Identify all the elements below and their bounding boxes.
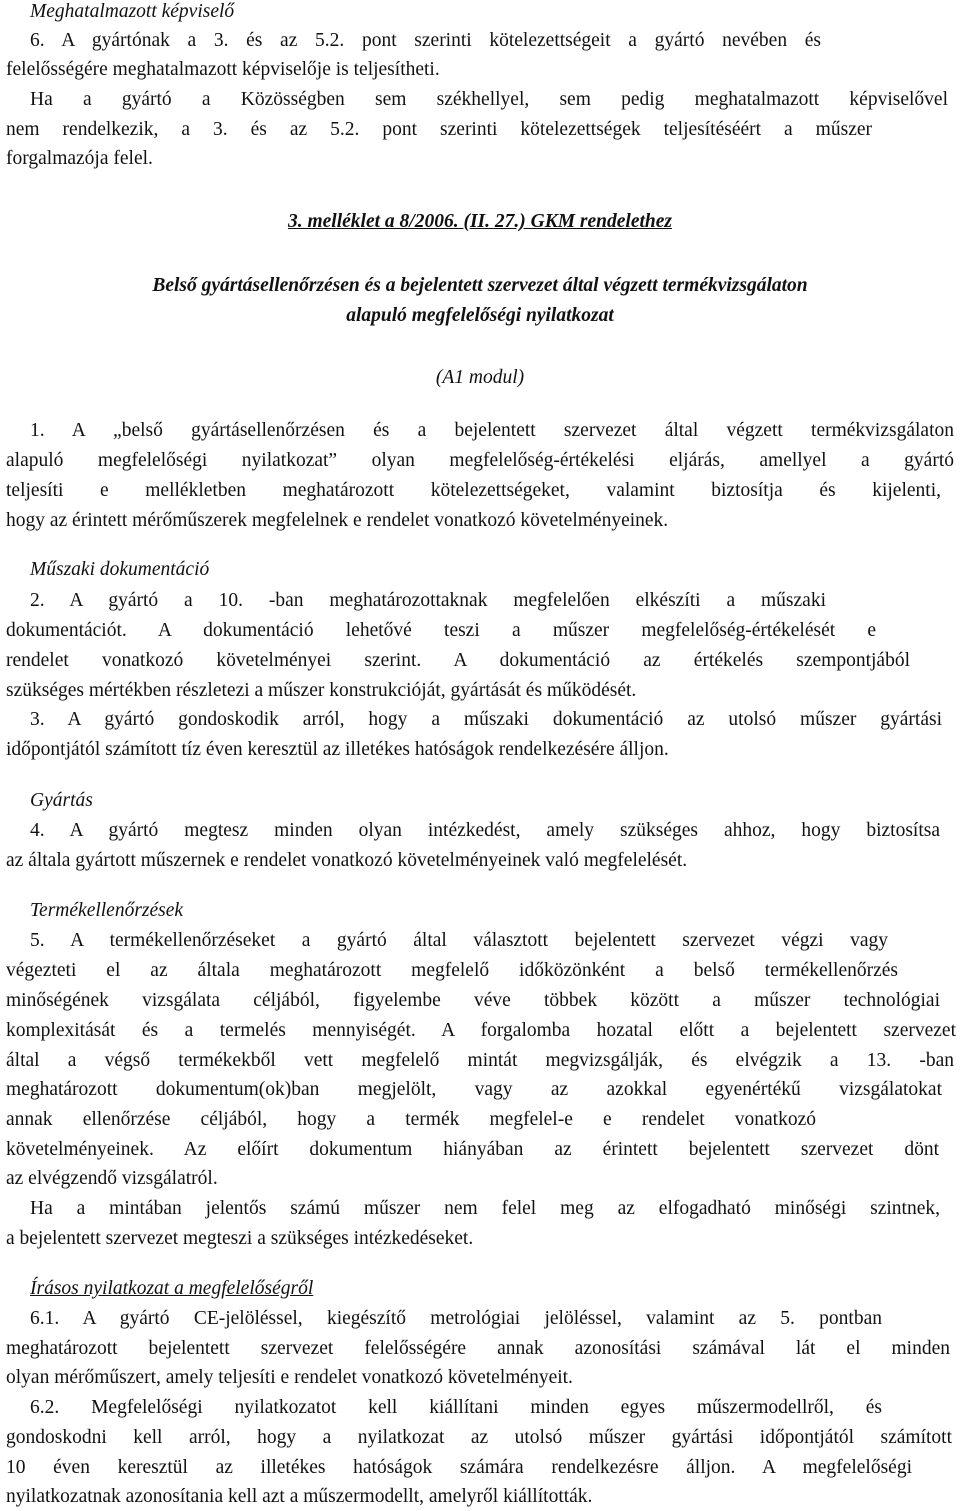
paragraph-line: Ha a gyártó a Közösségben sem székhellyel, sem pedig meghatalmazott képviselővel: [30, 89, 948, 110]
paragraph-line: Ha a mintában jelentős számú műszer nem felel meg az elfogadható minőségi szintnek,: [30, 1198, 940, 1219]
paragraph-line: az elvégzendő vizsgálatról.: [6, 1168, 218, 1189]
paragraph-line: meghatározott dokumentum(ok)ban megjelölt, vagy az azokkal egyenértékű vizsgálatokat: [6, 1079, 942, 1100]
paragraph-line: gondoskodni kell arról, hogy a nyilatkozat az utolsó műszer gyártási időpontjától számított: [6, 1427, 952, 1448]
paragraph-line: 6.2. Megfelelőségi nyilatkozatot kell kiállítani minden egyes műszermodellről, és: [30, 1397, 882, 1418]
paragraph-line: által a végső termékekből vett megfelelő mintát megvizsgálják, és elvégzik a 13. -ban: [6, 1050, 954, 1071]
document-title-line: alapuló megfelelőségi nyilatkozat: [346, 305, 614, 326]
paragraph-line: teljesíti e mellékletben meghatározott kötelezettségeket, valamint biztosítja és kijelenti,: [6, 480, 941, 501]
paragraph-line: 10 éven keresztül az illetékes hatóságok számára rendelkezésre álljon. A megfelelőségi: [6, 1457, 912, 1478]
document-title-line: Belső gyártásellenőrzésen és a bejelentett szervezet által végzett termékvizsgálaton: [152, 275, 808, 296]
paragraph-line: 5. A termékellenőrzéseket a gyártó által választott bejelentett szervezet végzi vagy: [30, 930, 888, 951]
paragraph-line: követelményeinek. Az előírt dokumentum hiányában az érintett bejelentett szervezet dönt: [6, 1139, 939, 1160]
section-heading-production: Gyártás: [30, 790, 93, 811]
annex-title: 3. melléklet a 8/2006. (II. 27.) GKM rendelethez: [287, 211, 672, 232]
paragraph-line: végezteti el az általa meghatározott megfelelő időközönként a belső termékellenőrzés: [6, 960, 898, 981]
paragraph-line: 2. A gyártó a 10. -ban meghatározottaknak megfelelően elkészíti a műszaki: [30, 590, 826, 611]
paragraph-line: 3. A gyártó gondoskodik arról, hogy a műszaki dokumentáció az utolsó műszer gyártási: [30, 709, 942, 730]
paragraph-line: 6.1. A gyártó CE-jelöléssel, kiegészítő metrológiai jelöléssel, valamint az 5. pontban: [30, 1308, 882, 1329]
paragraph-line: 1. A „belső gyártásellenőrzésen és a bejelentett szervezet által végzett termékvizsgálaton: [30, 420, 954, 441]
section-heading-technical-documentation: Műszaki dokumentáció: [30, 559, 210, 580]
paragraph-line: minőségének vizsgálata céljából, figyelembe véve többek között a műszer technológiai: [6, 990, 940, 1011]
section-heading-product-checks: Termékellenőrzések: [30, 900, 184, 921]
paragraph-line: alapuló megfelelőségi nyilatkozat” olyan megfelelőség-értékelési eljárás, amellyel a gyártó: [6, 450, 954, 471]
paragraph-line: nem rendelkezik, a 3. és az 5.2. pont szerinti kötelezettségek teljesítéséért a műszer: [6, 119, 872, 140]
paragraph-line: komplexitását és a termelés mennyiségét. A forgalomba hozatal előtt a bejelentett szervezet: [6, 1020, 956, 1041]
paragraph-line: szükséges mértékben részletezi a műszer konstrukcióját, gyártását és működését.: [6, 680, 637, 701]
paragraph-line: hogy az érintett mérőműszerek megfelelnek e rendelet vonatkozó követelményeinek.: [6, 510, 669, 531]
paragraph-line: meghatározott bejelentett szervezet felelősségére annak azonosítási számával lát el minden: [6, 1338, 950, 1359]
paragraph-line: nyilatkozatnak azonosítania kell azt a műszermodellt, amelyről kiállították.: [6, 1486, 593, 1507]
paragraph-line: az általa gyártott műszernek e rendelet vonatkozó követelményeinek való megfelelését.: [6, 850, 688, 871]
paragraph-line: felelősségére meghatalmazott képviselője is teljesítheti.: [6, 59, 440, 80]
paragraph-line: a bejelentett szervezet megteszi a szükséges intézkedéseket.: [6, 1228, 474, 1249]
paragraph-line: dokumentációt. A dokumentáció lehetővé teszi a műszer megfelelőség-értékelését e: [6, 620, 876, 641]
paragraph-line: forgalmazója felel.: [6, 148, 153, 169]
paragraph-line: olyan mérőműszert, amely teljesíti e rendelet vonatkozó követelményeit.: [6, 1367, 573, 1388]
module-label: (A1 modul): [435, 367, 525, 388]
paragraph-line: időpontjától számított tíz éven keresztül az illetékes hatóságok rendelkezésére álljon.: [6, 739, 669, 760]
section-heading-authorised-representative: Meghatalmazott képviselő: [30, 1, 235, 22]
paragraph-line: annak ellenőrzése céljából, hogy a termék megfelel-e e rendelet vonatkozó: [6, 1109, 816, 1130]
section-heading-written-declaration: Írásos nyilatkozat a megfelelőségről: [30, 1278, 314, 1299]
paragraph-line: 6. A gyártónak a 3. és az 5.2. pont szerinti kötelezettségeit a gyártó nevében és: [30, 30, 821, 51]
paragraph-line: rendelet vonatkozó követelményei szerint. A dokumentáció az értékelés szempontjából: [6, 650, 910, 671]
paragraph-line: 4. A gyártó megtesz minden olyan intézkedést, amely szükséges ahhoz, hogy biztosítsa: [30, 820, 940, 841]
